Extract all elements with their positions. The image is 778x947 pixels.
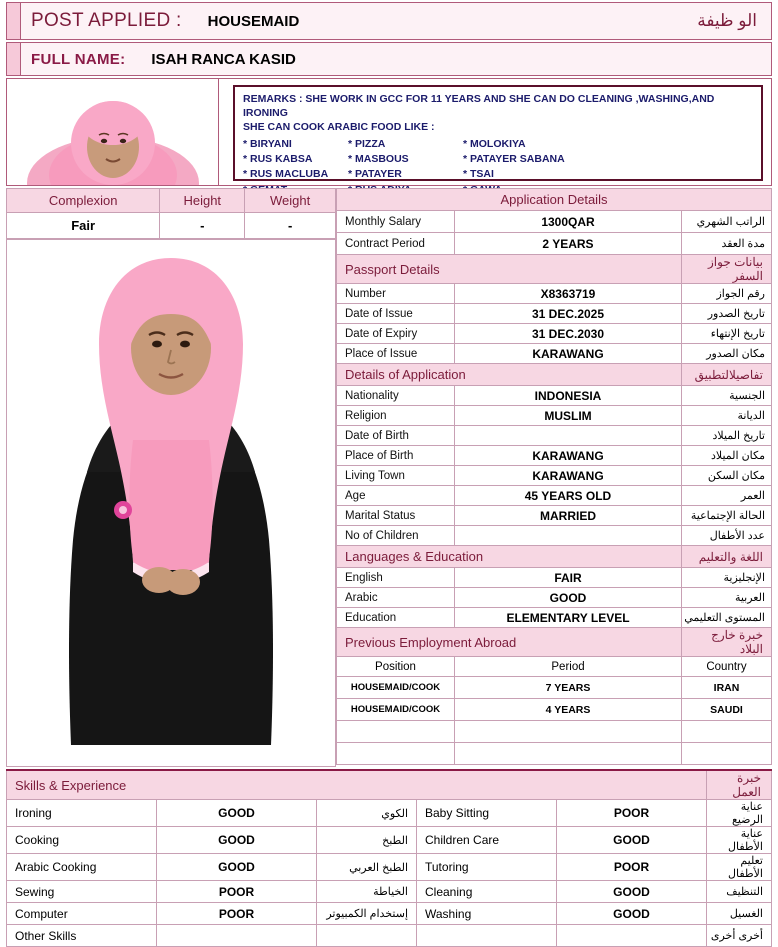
- passport-header: [337, 255, 772, 284]
- remarks-box: [233, 85, 763, 181]
- period-header: Period: [455, 657, 682, 677]
- table-row: [337, 526, 772, 546]
- table-row: [337, 506, 772, 526]
- post-applied-value: HOUSEMAID: [207, 12, 300, 30]
- marital-status-arabic: الحالة الإجتماعية: [682, 506, 772, 526]
- skill-value-sewing: POOR: [157, 881, 317, 903]
- food-item: * PIZZA: [348, 138, 386, 151]
- skill-value-other: [157, 925, 317, 947]
- place-of-issue-arabic: مكان الصدور: [682, 344, 772, 364]
- religion-value: MUSLIM: [455, 406, 682, 426]
- employment-position: HOUSEMAID/COOK: [337, 699, 455, 721]
- employment-position: HOUSEMAID/COOK: [337, 677, 455, 699]
- skill-arabic-arabic-cooking: الطبخ العربي: [317, 854, 417, 881]
- empty-cell: [337, 743, 455, 765]
- empty-cell: [337, 721, 455, 743]
- age-value: 45 YEARS OLD: [455, 486, 682, 506]
- date-of-birth-arabic: تاريخ الميلاد: [682, 426, 772, 446]
- remarks-subtitle: SHE CAN COOK ARABIC FOOD LIKE :: [243, 121, 435, 134]
- skill-arabic-computer: إستخدام الكمبيوتر: [317, 903, 417, 925]
- weight-header: Weight: [245, 189, 336, 213]
- middle-section: [6, 188, 772, 767]
- table-row: [337, 426, 772, 446]
- table-row: [7, 903, 772, 925]
- employment-title: Previous Employment Abroad: [337, 628, 682, 657]
- employment-empty-row: [337, 721, 772, 743]
- details-header: [337, 364, 772, 386]
- row-accent-tab: [7, 43, 21, 75]
- table-row: [337, 446, 772, 466]
- skill-name-other: Other Skills: [7, 925, 157, 947]
- table-row: [7, 800, 772, 827]
- skill-name-baby-sitting: Baby Sitting: [417, 800, 557, 827]
- skill-arabic-other: [317, 925, 417, 947]
- table-row: [337, 677, 772, 699]
- english-arabic: الإنجليزية: [682, 568, 772, 588]
- photo-and-remarks-block: [6, 78, 772, 186]
- place-of-issue-label: Place of Issue: [337, 344, 455, 364]
- fullbody-photo-graphic: [7, 240, 335, 766]
- employment-column-headers: [337, 657, 772, 677]
- table-row: [7, 881, 772, 903]
- education-value: ELEMENTARY LEVEL: [455, 608, 682, 628]
- right-column: [336, 188, 772, 767]
- skill-name-tutoring: Tutoring: [417, 854, 557, 881]
- complexion-value: Fair: [7, 213, 160, 239]
- place-of-issue-value: KARAWANG: [455, 344, 682, 364]
- skill-value-tutoring: POOR: [557, 854, 707, 881]
- passport-number-value: X8363719: [455, 284, 682, 304]
- table-row: [337, 344, 772, 364]
- nationality-label: Nationality: [337, 386, 455, 406]
- table-row: [7, 925, 772, 947]
- contract-period-arabic: مدة العقد: [682, 233, 772, 255]
- skill-value-arabic-cooking: GOOD: [157, 854, 317, 881]
- skill-arabic-cooking: الطبخ: [317, 827, 417, 854]
- table-row: [7, 827, 772, 854]
- skills-section: [6, 769, 772, 947]
- food-item: * PATAYER: [348, 168, 402, 181]
- food-item: * RUS MACLUBA: [243, 168, 329, 181]
- employment-period: 7 YEARS: [455, 677, 682, 699]
- date-of-expiry-arabic: تاريخ الإنتهاء: [682, 324, 772, 344]
- no-of-children-value: [455, 526, 682, 546]
- headshot-small-graphic: [7, 79, 219, 185]
- employment-country: SAUDI: [682, 699, 772, 721]
- skills-header-row: [7, 770, 772, 800]
- post-applied-arabic: الو ظيفة: [697, 11, 757, 30]
- contract-period-value: 2 YEARS: [455, 233, 682, 255]
- education-arabic: المستوى التعليمي: [682, 608, 772, 628]
- monthly-salary-arabic: الراتب الشهري: [682, 211, 772, 233]
- languages-title-arabic: اللغة والتعليم: [682, 546, 772, 568]
- food-item: * MASBOUS: [348, 153, 409, 166]
- application-details-table: [336, 188, 772, 765]
- skill-name-arabic-cooking: Arabic Cooking: [7, 854, 157, 881]
- education-label: Education: [337, 608, 455, 628]
- physical-header-row: [7, 189, 336, 213]
- place-of-birth-arabic: مكان الميلاد: [682, 446, 772, 466]
- food-item: * TSAI: [463, 168, 494, 181]
- skill-arabic-baby-sitting: عناية الرضيع: [707, 800, 772, 827]
- skill-value-cleaning: GOOD: [557, 881, 707, 903]
- passport-title: Passport Details: [337, 255, 682, 284]
- languages-header: [337, 546, 772, 568]
- empty-cell: [455, 721, 682, 743]
- place-of-birth-label: Place of Birth: [337, 446, 455, 466]
- skill-arabic-ironing: الكوي: [317, 800, 417, 827]
- skills-title: Skills & Experience: [7, 770, 707, 800]
- food-item: * BIRYANI: [243, 138, 292, 151]
- food-item: * MOLOKIYA: [463, 138, 526, 151]
- applicant-fullbody-photo: [6, 239, 336, 767]
- skill-name-cooking: Cooking: [7, 827, 157, 854]
- food-item: * PATAYER SABANA: [463, 153, 565, 166]
- physical-table: [6, 188, 336, 239]
- living-town-label: Living Town: [337, 466, 455, 486]
- empty-cell: [682, 721, 772, 743]
- table-row: [337, 324, 772, 344]
- full-name-label: FULL NAME:: [31, 50, 126, 68]
- row-accent-tab: [7, 3, 21, 39]
- place-of-birth-value: KARAWANG: [455, 446, 682, 466]
- skill-arabic-tutoring: تعليم الأطفال: [707, 854, 772, 881]
- skill-name-children-care: Children Care: [417, 827, 557, 854]
- table-row: [7, 854, 772, 881]
- english-label: English: [337, 568, 455, 588]
- skill-value-ironing: GOOD: [157, 800, 317, 827]
- details-title-arabic: تفاصيلالتطبيق: [682, 364, 772, 386]
- skill-arabic-cleaning: التنظيف: [707, 881, 772, 903]
- date-of-issue-label: Date of Issue: [337, 304, 455, 324]
- skill-value-washing: GOOD: [557, 903, 707, 925]
- arabic-value: GOOD: [455, 588, 682, 608]
- date-of-birth-label: Date of Birth: [337, 426, 455, 446]
- weight-value: -: [245, 213, 336, 239]
- living-town-arabic: مكان السكن: [682, 466, 772, 486]
- passport-title-arabic: بيانات جواز السفر: [682, 255, 772, 284]
- table-row: [337, 386, 772, 406]
- no-of-children-arabic: عدد الأطفال: [682, 526, 772, 546]
- passport-number-label: Number: [337, 284, 455, 304]
- date-of-birth-value: [455, 426, 682, 446]
- country-header: Country: [682, 657, 772, 677]
- full-name-row: [6, 42, 772, 76]
- table-row: [337, 486, 772, 506]
- age-label: Age: [337, 486, 455, 506]
- physical-value-row: [7, 213, 336, 239]
- post-applied-row: [6, 2, 772, 40]
- date-of-issue-arabic: تاريخ الصدور: [682, 304, 772, 324]
- skill-name-ironing: Ironing: [7, 800, 157, 827]
- languages-title: Languages & Education: [337, 546, 682, 568]
- post-applied-label: POST APPLIED :: [31, 10, 182, 31]
- skill-arabic-other-right: أخرى أخرى: [707, 925, 772, 947]
- skills-title-arabic: خبرة العمل: [707, 770, 772, 800]
- arabic-label: Arabic: [337, 588, 455, 608]
- table-row: [337, 211, 772, 233]
- skill-arabic-washing: الغسيل: [707, 903, 772, 925]
- application-details-header: [337, 189, 772, 211]
- employment-header: [337, 628, 772, 657]
- living-town-value: KARAWANG: [455, 466, 682, 486]
- table-row: [337, 699, 772, 721]
- table-row: [337, 284, 772, 304]
- nationality-arabic: الجنسية: [682, 386, 772, 406]
- remarks-title: REMARKS : SHE WORK IN GCC FOR 11 YEARS AND SHE CAN DO CLEANING ,WASHING,AND IRONING: [243, 93, 715, 120]
- table-row: [337, 588, 772, 608]
- table-row: [337, 568, 772, 588]
- height-header: Height: [160, 189, 245, 213]
- empty-cell: [455, 743, 682, 765]
- skill-arabic-children-care: عناية الأطفال: [707, 827, 772, 854]
- skill-name-cleaning: Cleaning: [417, 881, 557, 903]
- monthly-salary-label: Monthly Salary: [337, 211, 455, 233]
- table-row: [337, 406, 772, 426]
- passport-number-arabic: رقم الجواز: [682, 284, 772, 304]
- skill-value-cooking: GOOD: [157, 827, 317, 854]
- skill-value-children-care: GOOD: [557, 827, 707, 854]
- age-arabic: العمر: [682, 486, 772, 506]
- skill-name-empty: [417, 925, 557, 947]
- religion-arabic: الديانة: [682, 406, 772, 426]
- complexion-header: Complexion: [7, 189, 160, 213]
- employment-period: 4 YEARS: [455, 699, 682, 721]
- date-of-expiry-label: Date of Expiry: [337, 324, 455, 344]
- skills-table: [6, 769, 772, 947]
- nationality-value: INDONESIA: [455, 386, 682, 406]
- remarks-wrapper: [219, 79, 771, 185]
- date-of-expiry-value: 31 DEC.2030: [455, 324, 682, 344]
- applicant-headshot-small: [7, 79, 219, 185]
- height-value: -: [160, 213, 245, 239]
- marital-status-value: MARRIED: [455, 506, 682, 526]
- skill-arabic-sewing: الخياطة: [317, 881, 417, 903]
- employment-empty-row: [337, 743, 772, 765]
- skill-name-sewing: Sewing: [7, 881, 157, 903]
- table-row: [337, 608, 772, 628]
- marital-status-label: Marital Status: [337, 506, 455, 526]
- skill-name-computer: Computer: [7, 903, 157, 925]
- application-details-title: Application Details: [337, 189, 772, 211]
- position-header: Position: [337, 657, 455, 677]
- arabic-arabic: العربية: [682, 588, 772, 608]
- date-of-issue-value: 31 DEC.2025: [455, 304, 682, 324]
- skill-value-baby-sitting: POOR: [557, 800, 707, 827]
- skill-value-computer: POOR: [157, 903, 317, 925]
- employment-title-arabic: خبرة خارج البلاد: [682, 628, 772, 657]
- food-item: * RUS KABSA: [243, 153, 313, 166]
- table-row: [337, 233, 772, 255]
- table-row: [337, 304, 772, 324]
- full-name-value: ISAH RANCA KASID: [151, 50, 296, 68]
- skill-value-empty: [557, 925, 707, 947]
- english-value: FAIR: [455, 568, 682, 588]
- employment-country: IRAN: [682, 677, 772, 699]
- religion-label: Religion: [337, 406, 455, 426]
- empty-cell: [682, 743, 772, 765]
- no-of-children-label: No of Children: [337, 526, 455, 546]
- table-row: [337, 466, 772, 486]
- details-title: Details of Application: [337, 364, 682, 386]
- skill-name-washing: Washing: [417, 903, 557, 925]
- monthly-salary-value: 1300QAR: [455, 211, 682, 233]
- contract-period-label: Contract Period: [337, 233, 455, 255]
- left-column: [6, 188, 336, 767]
